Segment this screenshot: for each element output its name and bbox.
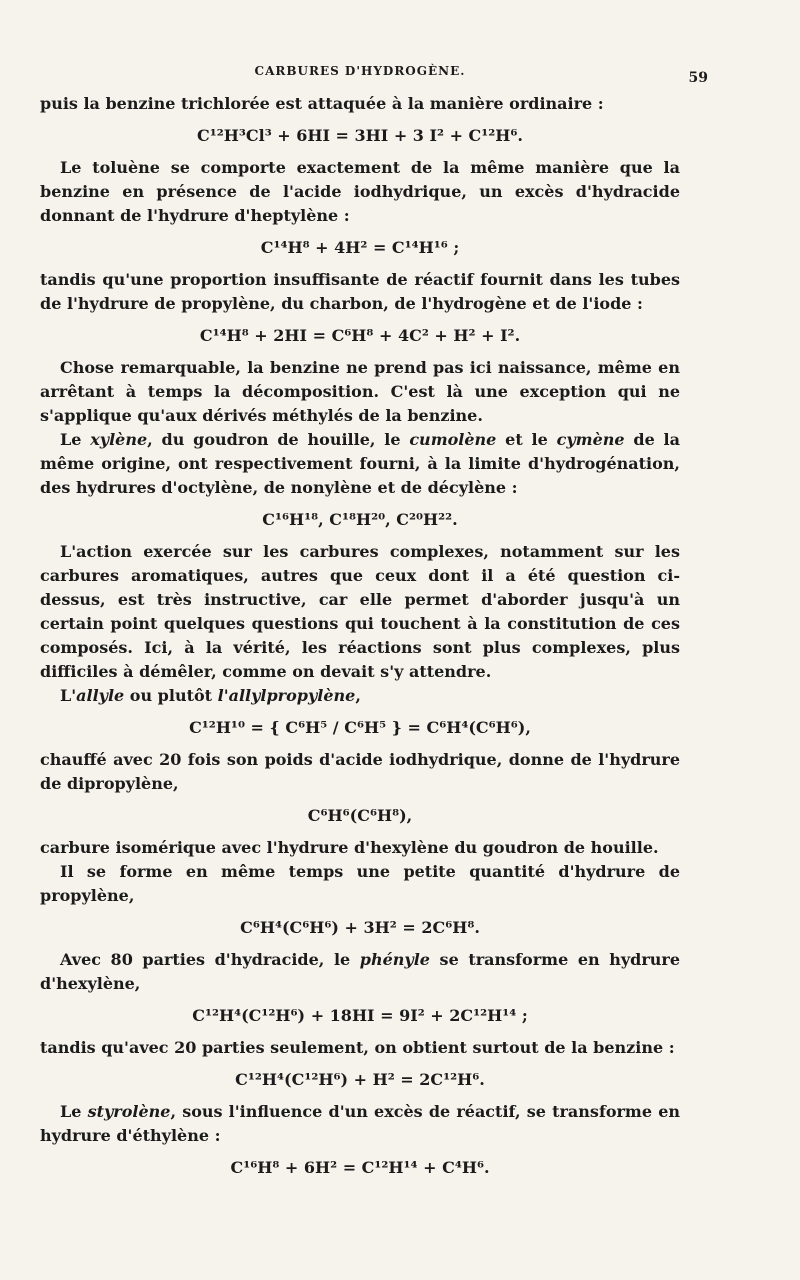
paragraph: puis la benzine trichlorée est attaquée à la manière ordinaire :: [40, 94, 604, 113]
text-span: de la même origine, ont respectivement fourni, à la limite d'hydrogénation, des hydrures d'octylène, de nonylène et de décylène :: [40, 430, 680, 497]
paragraph: tandis qu'avec 20 parties seulement, on obtient surtout de la benzine :: [40, 1038, 675, 1057]
running-head: CARBURES D'HYDROGÈNE.: [254, 64, 466, 78]
paragraph: Chose remarquable, la benzine ne prend pas ici naissance, même en arrêtant à temps la décomposition. C'est là une exception qui ne s'applique qu'aux dérivés méthylés de la benzine.: [40, 358, 680, 425]
equation: C¹⁶H⁸ + 6H² = C¹²H¹⁴ + C⁴H⁶.: [230, 1158, 490, 1177]
equation: C¹²H⁴(C¹²H⁶) + 18HI = 9I² + 2C¹²H¹⁴ ;: [192, 1006, 528, 1025]
text-span: Le: [60, 430, 91, 449]
term: l'allylpropylène: [217, 686, 356, 705]
paragraph-text: Le toluène se comporte exactement de la même manière que la benzine en présence de l'acide iodhydrique, un excès d'hydracide donnant de l'hydrure d'heptylène :: [40, 158, 680, 225]
equation: C¹⁴H⁸ + 4H² = C¹⁴H¹⁶ ;: [260, 238, 460, 257]
paragraph: Il se forme en même temps une petite quantité d'hydrure de propylène,: [40, 862, 680, 905]
text-span: L': [60, 686, 77, 705]
paragraph: [40, 948, 680, 996]
paragraph: [40, 156, 680, 228]
term: cymène: [556, 430, 625, 449]
paragraph: chauffé avec 20 fois son poids d'acide iodhydrique, donne de l'hydrure de dipropylène,: [40, 750, 680, 793]
text-span: ,: [355, 686, 361, 705]
paragraph: [40, 684, 680, 708]
page-body: [40, 92, 680, 1188]
equation: C¹²H³Cl³ + 6HI = 3HI + 3 I² + C¹²H⁶.: [197, 126, 523, 145]
term: xylène: [90, 430, 148, 449]
term: allyle: [76, 686, 125, 705]
paragraph: carbure isomérique avec l'hydrure d'hexylène du goudron de houille.: [40, 838, 659, 857]
text-span: Avec 80 parties d'hydracide, le: [60, 950, 360, 969]
equation: C¹⁴H⁸ + 2HI = C⁶H⁸ + 4C² + H² + I².: [199, 326, 521, 345]
text-span: ou plutôt: [124, 686, 218, 705]
page-number: 59: [688, 70, 708, 86]
page-header: [40, 64, 708, 88]
text-span: Le: [60, 1102, 88, 1121]
text-span: et le: [496, 430, 557, 449]
paragraph: [40, 428, 680, 500]
term: styrolène: [87, 1102, 171, 1121]
term: cumolène: [409, 430, 497, 449]
paragraph: tandis qu'une proportion insuffisante de réactif fournit dans les tubes de l'hydrure de propylène, du charbon, de l'hydrogène et de l'iode :: [40, 270, 680, 313]
paragraph: L'action exercée sur les carbures complexes, notamment sur les carbures aromatiques, autres que ceux dont il a été question ci-dessus, est très instructive, car elle permet d'aborder jusqu'à un certain point quelques questions qui touchent à la constitution de ces composés. Ici, à la vérité, les réactions sont plus complexes, plus difficiles à démêler, comme on devait s'y attendre.: [40, 542, 680, 681]
equation: C⁶H⁶(C⁶H⁸),: [307, 806, 413, 825]
equation: C¹²H⁴(C¹²H⁶) + H² = 2C¹²H⁶.: [235, 1070, 485, 1089]
equation: C¹⁶H¹⁸, C¹⁸H²⁰, C²⁰H²².: [262, 510, 458, 529]
text-span: se transforme en hydrure d'hexylène,: [40, 950, 680, 993]
text-span: , sous l'influence d'un excès de réactif, se transforme en hydrure d'éthylène :: [40, 1102, 681, 1145]
equation: C¹²H¹⁰ = { C⁶H⁵ / C⁶H⁵ } = C⁶H⁴(C⁶H⁶),: [189, 718, 531, 737]
paragraph: [40, 1100, 680, 1148]
term: phényle: [359, 950, 430, 969]
equation: C⁶H⁴(C⁶H⁶) + 3H² = 2C⁶H⁸.: [240, 918, 480, 937]
text-span: , du goudron de houille, le: [147, 430, 410, 449]
